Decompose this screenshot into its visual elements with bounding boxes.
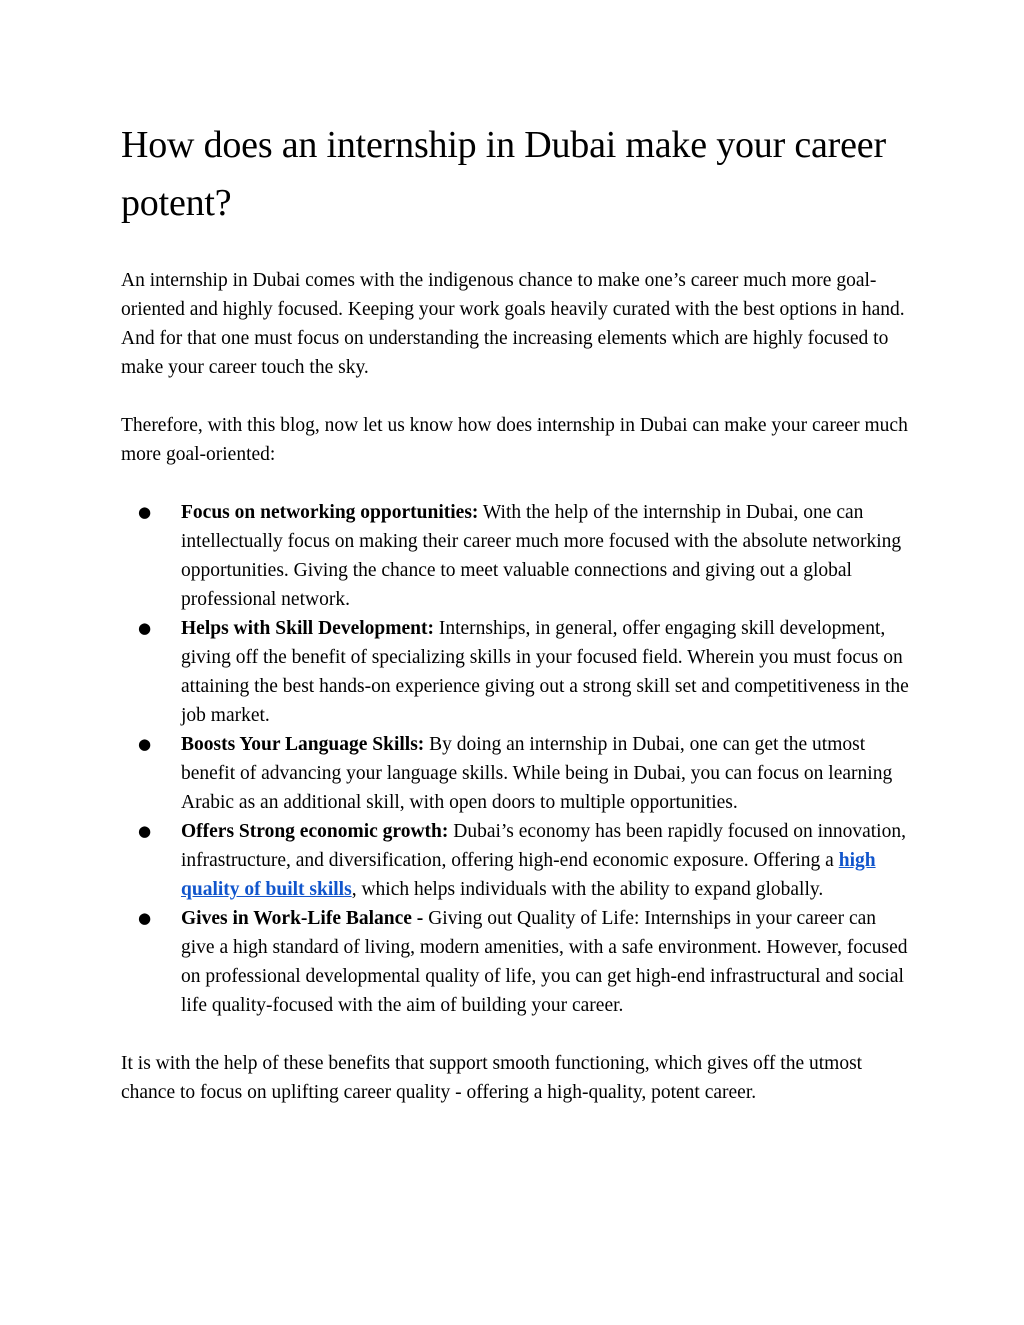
list-item-networking — [121, 498, 911, 614]
benefits-list — [121, 498, 911, 1020]
item-term: Offers Strong economic growth: — [181, 821, 449, 842]
list-item-language-skills — [121, 730, 911, 817]
item-term: Gives in Work-Life Balance - — [181, 908, 424, 929]
item-text: Giving out Quality of Life: Internships in your career can give a high standard of living, modern amenities, with a safe environment. However, focused on professional developmental quality of life, you can get high-end infrastructural and social life quality-focused with the aim of building your career. — [181, 908, 908, 1016]
list-item-work-life-balance — [121, 904, 911, 1020]
bullet-icon: ● — [138, 909, 152, 927]
bullet-icon: ● — [138, 503, 152, 521]
list-item-economic-growth — [121, 817, 911, 904]
bullet-icon: ● — [138, 619, 152, 637]
item-text-after: , which helps individuals with the ability to expand globally. — [351, 879, 824, 900]
document-page — [121, 116, 911, 1107]
item-text: With the help of the internship in Dubai, one can intellectually focus on making their career much more focused with the absolute networking opportunities. Giving the chance to meet valuable connections and giving out a global professional network. — [181, 502, 902, 610]
intro-paragraph: An internship in Dubai comes with the indigenous chance to make one’s career much more goal-oriented and highly focused. Keeping your work goals heavily curated with the best options in hand. And for that one must focus on understanding the increasing elements which are highly focused to make your career touch the sky. — [121, 270, 905, 378]
bullet-icon: ● — [138, 822, 152, 840]
closing-paragraph: It is with the help of these benefits that support smooth functioning, which gives off the utmost chance to focus on uplifting career quality - offering a high-quality, potent career. — [121, 1053, 863, 1103]
list-item-skill-development — [121, 614, 911, 730]
item-text: By doing an internship in Dubai, one can get the utmost benefit of advancing your language skills. While being in Dubai, you can focus on learning Arabic as an additional skill, with open doors to multiple opportunities. — [181, 734, 893, 813]
item-term: Focus on networking opportunities: — [181, 502, 479, 523]
item-term: Helps with Skill Development: — [181, 618, 434, 639]
item-term: Boosts Your Language Skills: — [181, 734, 425, 755]
item-text: Internships, in general, offer engaging skill development, giving off the benefit of specializing skills in your focused field. Wherein you must focus on attaining the best hands-on experience giving out a strong skill set and competitiveness in the job market. — [181, 618, 909, 726]
document-title: How does an internship in Dubai make your career potent? — [121, 124, 886, 224]
built-skills-link[interactable]: high quality of built skills — [181, 850, 876, 900]
bullet-icon: ● — [138, 735, 152, 753]
lead-paragraph: Therefore, with this blog, now let us know how does internship in Dubai can make your career much more goal-oriented: — [121, 415, 908, 465]
item-text: Dubai’s economy has been rapidly focused on innovation, infrastructure, and diversification, offering high-end economic exposure. Offering a — [181, 821, 906, 871]
